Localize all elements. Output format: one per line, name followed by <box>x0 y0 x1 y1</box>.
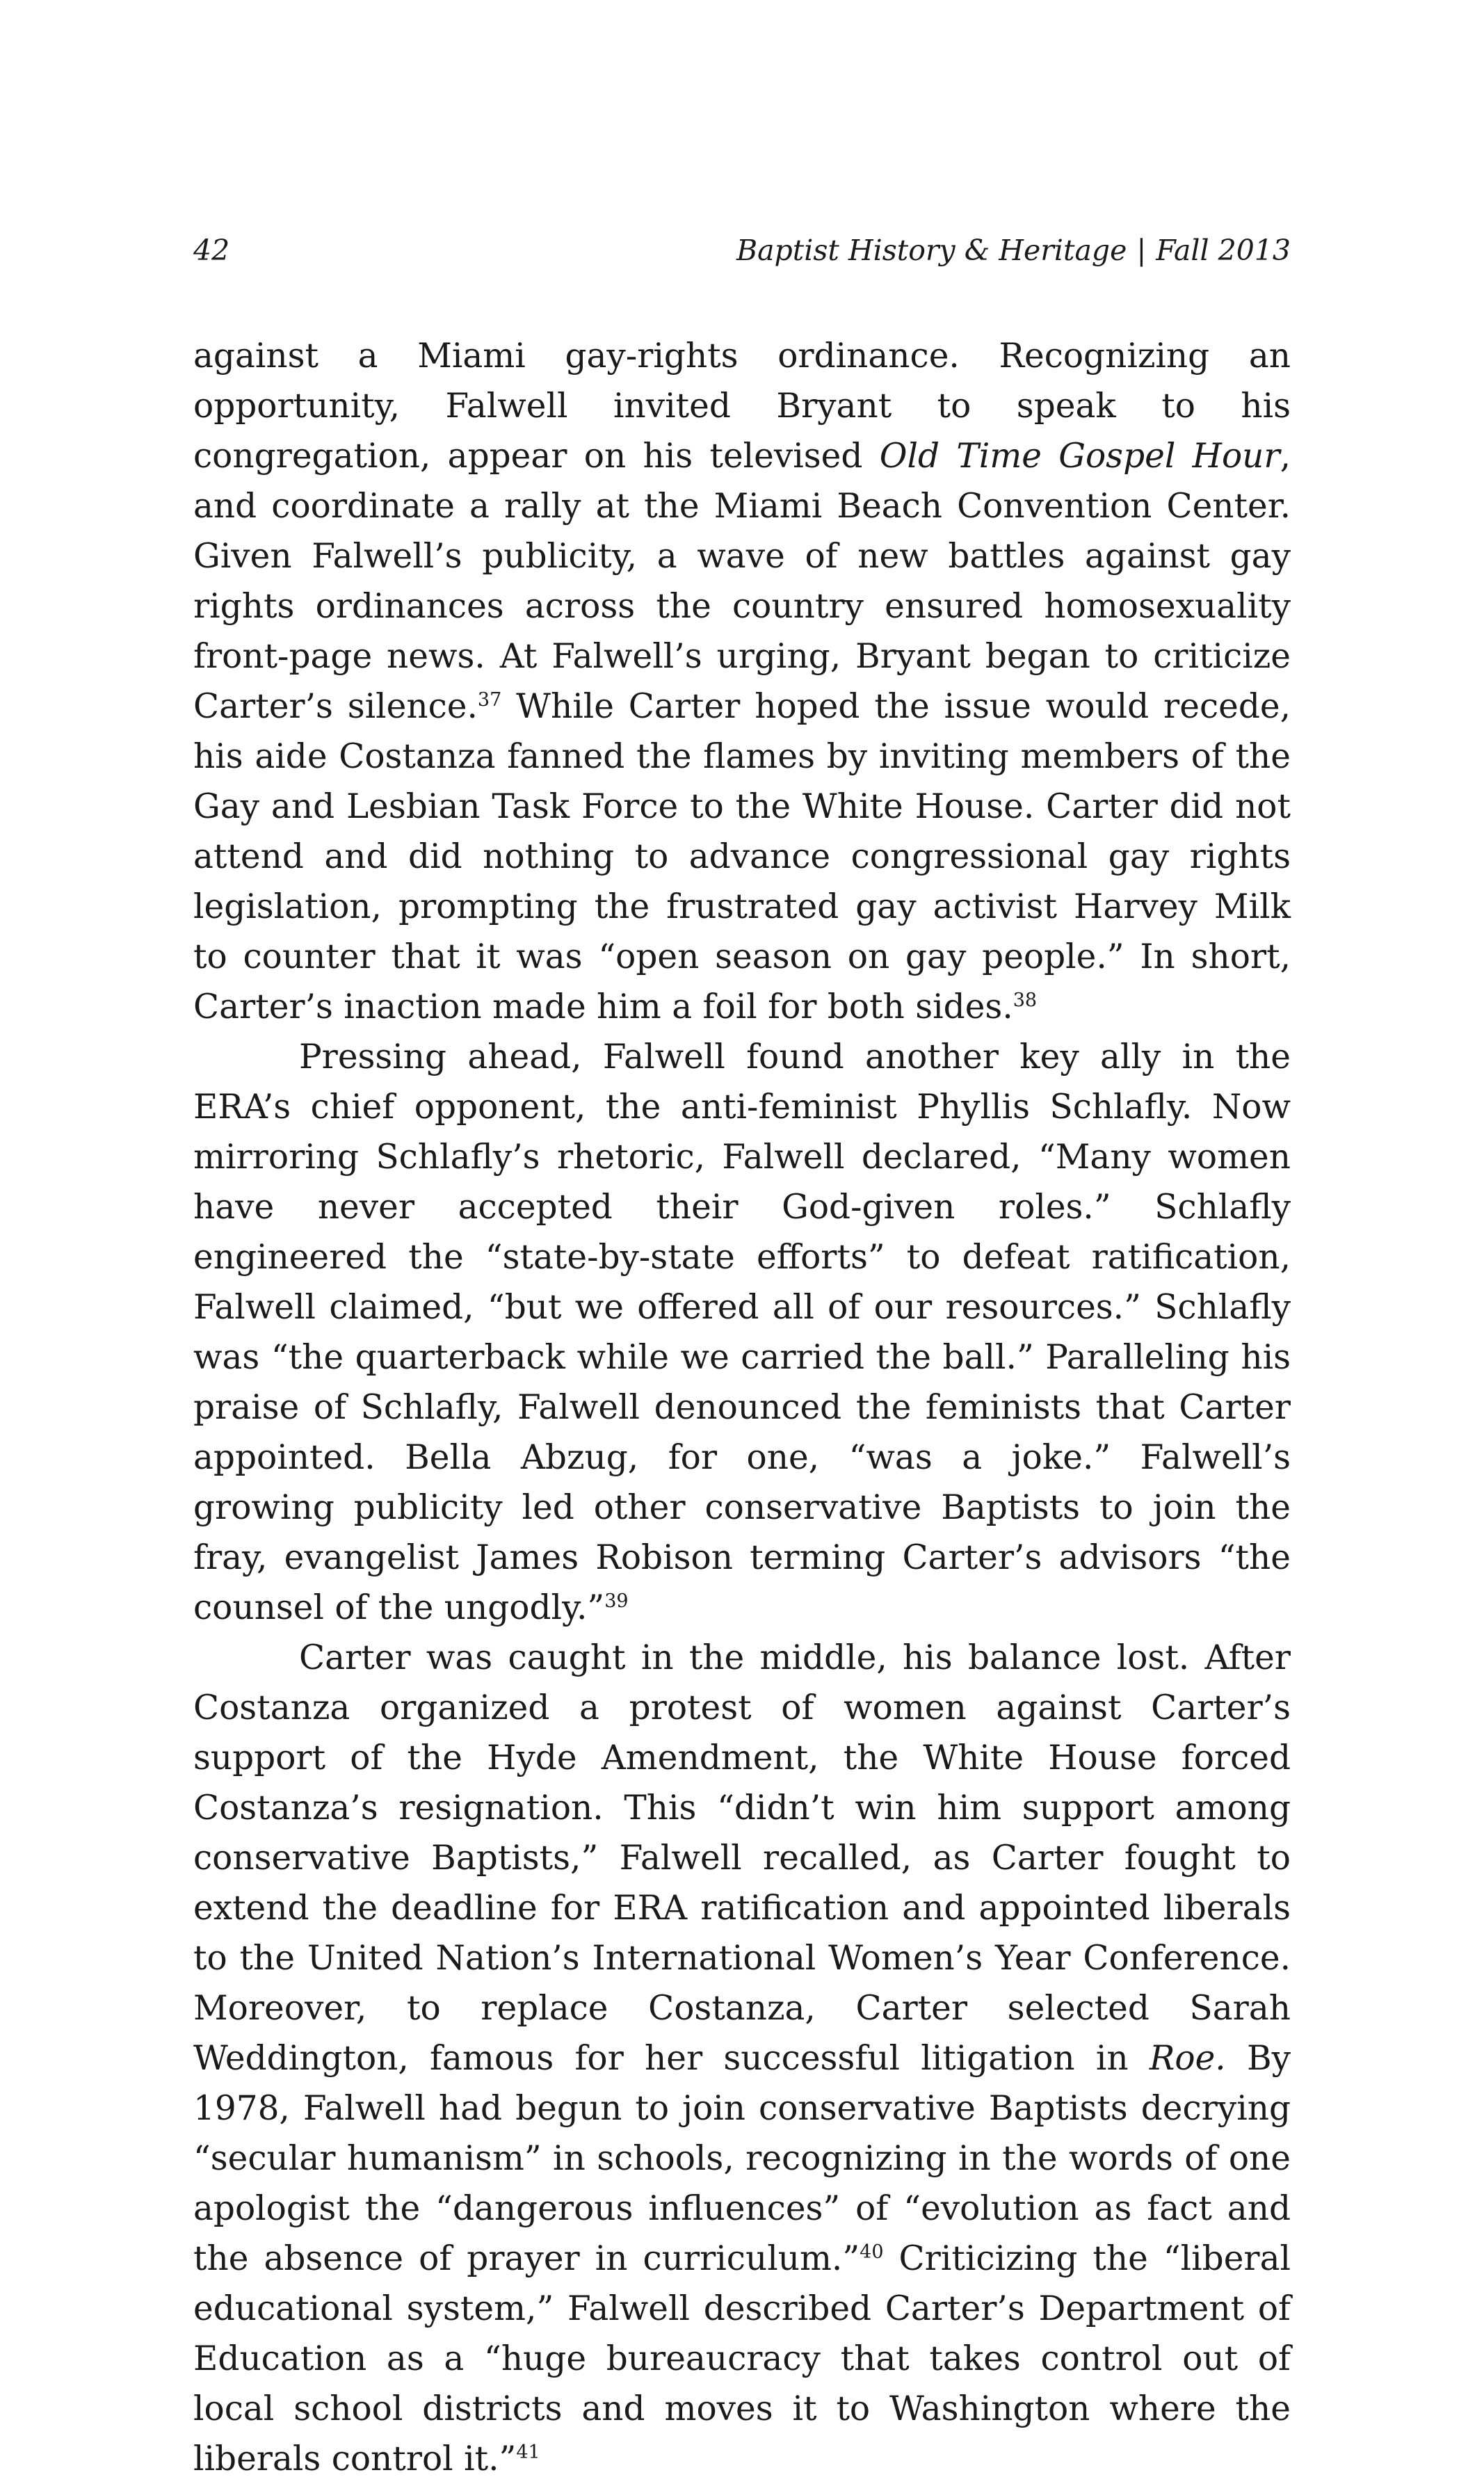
running-head <box>193 229 1291 271</box>
issue-label: Fall 2013 <box>1156 234 1291 267</box>
paragraph-3 <box>193 1633 1291 2484</box>
header-separator: | <box>1136 234 1147 267</box>
paragraph-1-text-b: , and coordinate a rally at the Miami Beach Convention Center. Given Falwell’s publicity, a wave of new battles against gay rights ordinances across the country ensured homosexuality front-page news. At Falwell’s urging, Bryant began to criticize Carter’s silence. <box>193 437 1291 726</box>
footnote-ref-38: 38 <box>1013 989 1038 1011</box>
paragraph-2 <box>193 1032 1291 1633</box>
article-body <box>193 331 1291 2484</box>
paragraph-2-text-a: Pressing ahead, Falwell found another key ally in the ERA’s chief opponent, the anti-feminist Phyllis Schlafly. Now mirroring Schlafly’s rhetoric, Falwell declared, “Many women have never accepted their God-given roles.” Schlafly engineered the “state-by-state efforts” to defeat ratification, Falwell claimed, “but we offered all of our resources.” Schlafly was “the quarterback while we carried the ball.” Paralleling his praise of Schlafly, Falwell denounced the feminists that Carter appointed. Bella Abzug, for one, “was a joke.” Falwell’s growing publicity led other conservative Baptists to join the fray, evangelist James Robison terming Carter’s advisors “the counsel of the ungodly.” <box>193 1038 1291 1627</box>
paragraph-3-text-c: Criticizing the “liberal educational system,” Falwell described Carter’s Department of Education as a “huge bureaucracy that takes control out of local school districts and moves it to Washington where the liberals control it.” <box>193 2239 1291 2478</box>
footnote-ref-39: 39 <box>604 1590 629 1612</box>
paragraph-1-text-c: While Carter hoped the issue would recede, his aide Costanza fanned the flames by inviting members of the Gay and Lesbian Task Force to the White House. Carter did not attend and did nothing to advance congressional gay rights legislation, prompting the frustrated gay activist Harvey Milk to counter that it was “open season on gay people.” In short, Carter’s inaction made him a foil for both sides. <box>193 687 1291 1026</box>
footnote-ref-40: 40 <box>860 2241 884 2263</box>
paragraph-3-text-a: Carter was caught in the middle, his balance lost. After Costanza organized a protest of women against Carter’s support of the Hyde Amendment, the White House forced Costanza’s resignation. This “didn’t win him support among conservative Baptists,” Falwell recalled, as Carter fought to extend the deadline for ERA ratification and appointed liberals to the United Nation’s International Women’s Year Conference. Moreover, to replace Costanza, Carter selected Sarah Weddington, famous for her successful litigation in <box>193 1638 1291 2078</box>
journal-title: Baptist History & Heritage <box>736 234 1127 267</box>
footnote-ref-41: 41 <box>516 2441 540 2463</box>
paragraph-1-text-a: against a Miami gay-rights ordinance. Recognizing an opportunity, Falwell invited Bryant to speak to his congregation, appear on his televised <box>193 337 1291 476</box>
paragraph-3-text-b: By 1978, Falwell had begun to join conservative Baptists decrying “secular humanism” in schools, recognizing in the words of one apologist the “dangerous influences” of “evolution as fact and the absence of prayer in curriculum.” <box>193 2039 1291 2278</box>
page-number: 42 <box>193 234 230 267</box>
program-title: Old Time Gospel Hour <box>879 437 1280 476</box>
footnote-ref-37: 37 <box>477 688 502 711</box>
case-title: Roe. <box>1149 2039 1226 2078</box>
paragraph-1 <box>193 331 1291 1032</box>
journal-header <box>736 229 1291 271</box>
